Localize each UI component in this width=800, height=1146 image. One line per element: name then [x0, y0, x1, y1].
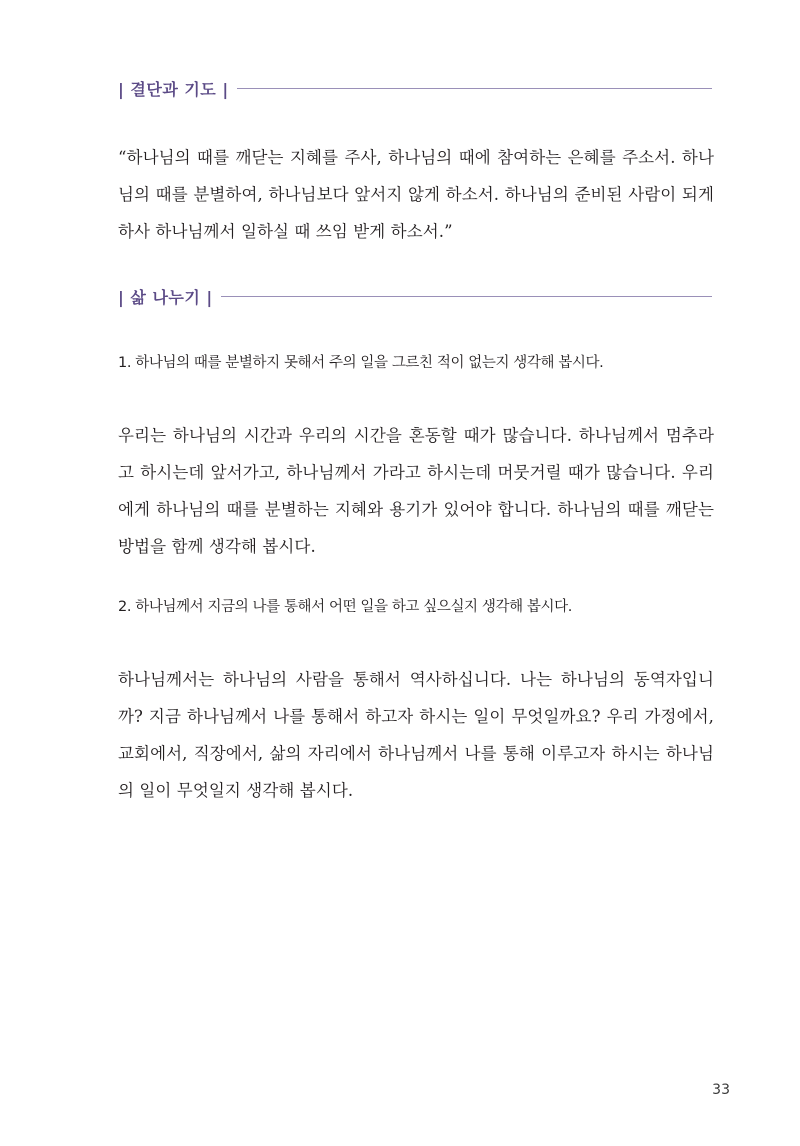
question-1: 1. 하나님의 때를 분별하지 못해서 주의 일을 그르친 적이 없는지 생각해 봅시다.: [118, 355, 604, 371]
prayer-paragraph: “하나님의 때를 깨닫는 지혜를 주사, 하나님의 때에 참여하는 은혜를 주소서. 하나님의 때를 분별하여, 하나님보다 앞서지 않게 하소서. 하나님의 준비된 사람이 되게 하사 하나님께서 일하실 때 쓰임 받게 하소서.”: [118, 148, 714, 241]
answer-1-paragraph: 우리는 하나님의 시간과 우리의 시간을 혼동할 때가 많습니다. 하나님께서 멈추라고 하시는데 앞서가고, 하나님께서 가라고 하시는데 머뭇거릴 때가 많습니다. 우리에게 하나님의 때를 분별하는 지혜와 용기가 있어야 합니다. 하나님의 때를 깨닫는 방법을 함께 생각해 봅시다.: [118, 426, 714, 556]
answer-2-paragraph: 하나님께서는 하나님의 사람을 통해서 역사하십니다. 나는 하나님의 동역자입니까? 지금 하나님께서 나를 통해서 하고자 하시는 일이 무엇일까요? 우리 가정에서, 교회에서, 직장에서, 삶의 자리에서 하나님께서 나를 통해 이루고자 하시는 하나님의 일이 무엇일지 생각해 봅시다.: [118, 670, 714, 800]
section-title-resolution-prayer: | 결단과 기도 |: [118, 79, 229, 99]
section-divider: [237, 88, 712, 89]
question-2: 2. 하나님께서 지금의 나를 통해서 어떤 일을 하고 싶으실지 생각해 봅시다.: [118, 599, 572, 615]
section-header-resolution-prayer: [118, 76, 712, 100]
page-number: 33: [712, 1082, 730, 1098]
section-divider: [221, 296, 712, 297]
section-title-life-sharing: | 삶 나누기 |: [118, 287, 213, 307]
section-header-life-sharing: [118, 284, 712, 308]
